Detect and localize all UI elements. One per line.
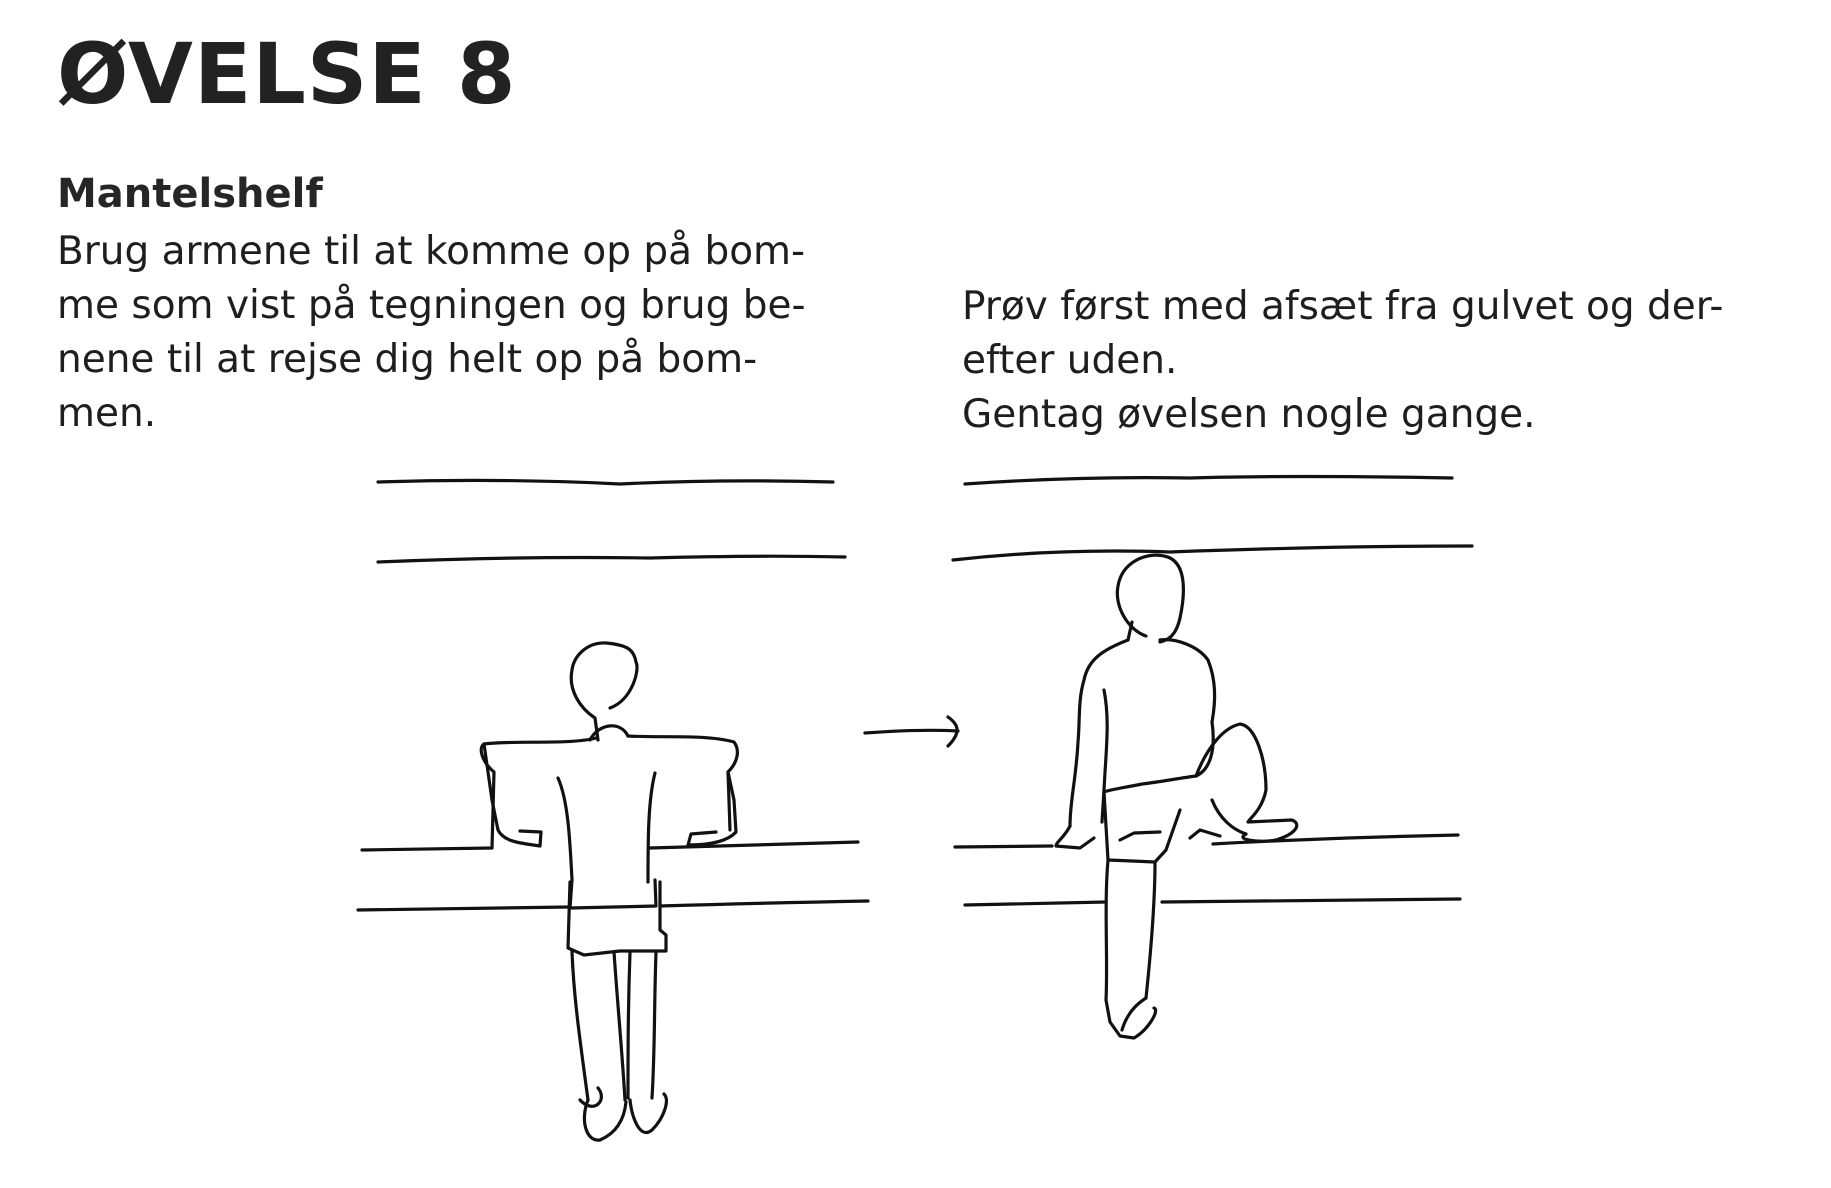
instruction-line: nene til at rejse dig helt op på bom- (57, 337, 758, 382)
instruction-line: Brug armene til at komme op på bom- (57, 229, 806, 274)
instruction-line: men. (57, 391, 157, 436)
right-beam (955, 835, 1460, 905)
exercise-subtitle: Mantelshelf (57, 171, 323, 217)
variation-line: Gentag øvelsen nogle gange. (962, 392, 1536, 437)
exercise-title: ØVELSE 8 (57, 25, 517, 123)
left-beam (358, 842, 868, 910)
arrow-right-icon (865, 717, 958, 746)
variation-line: efter uden. (962, 338, 1178, 383)
right-wall-lines (953, 477, 1472, 561)
left-wall-lines (378, 480, 845, 562)
person-stepping-onto-beam-icon (1056, 555, 1297, 1038)
instruction-line: me som vist på tegningen og brug be- (57, 283, 806, 328)
person-hanging-on-beam-icon (481, 643, 737, 1140)
variation-line: Prøv først med afsæt fra gulvet og der- (962, 284, 1724, 329)
